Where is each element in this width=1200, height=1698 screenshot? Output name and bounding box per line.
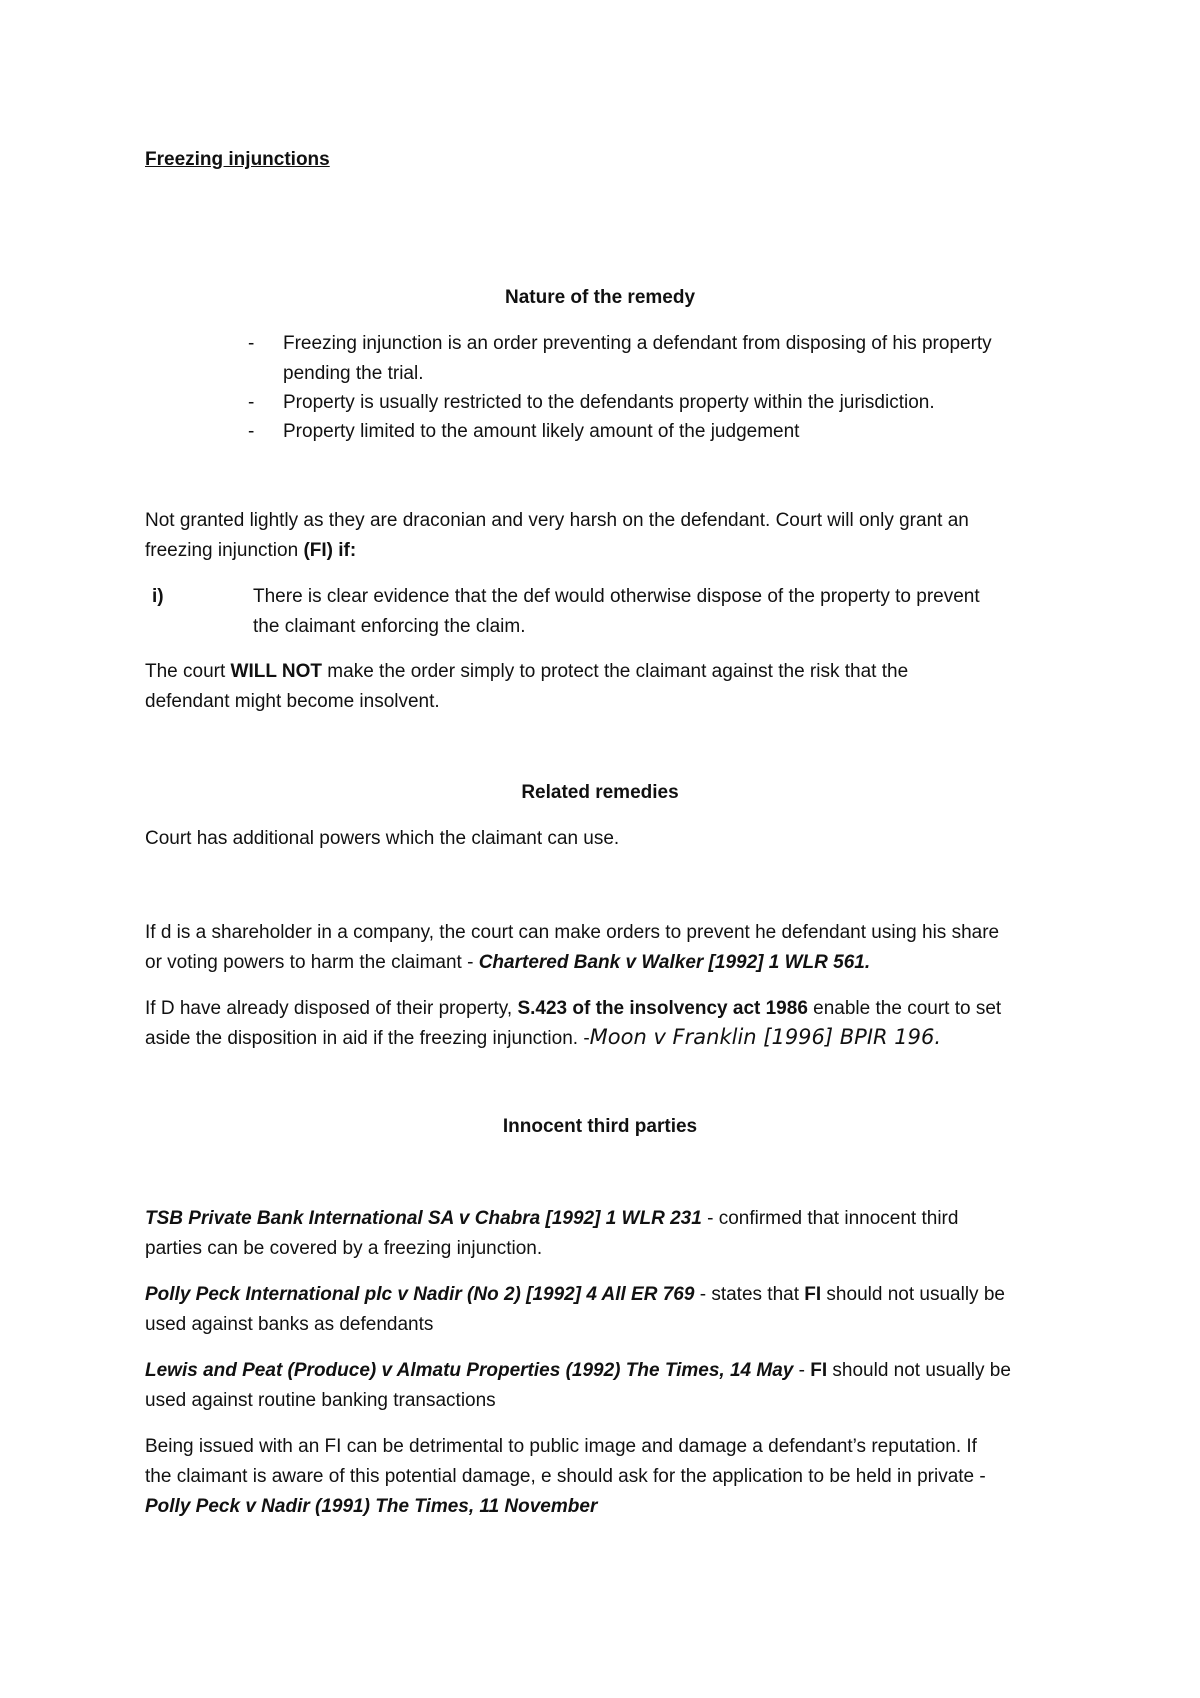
bullet-item: Property is usually restricted to the defendants property within the jurisdiction. [283, 392, 935, 413]
paragraph-text: make the order simply to protect the claimant against the risk that the [322, 661, 909, 682]
paragraph-text: - confirmed that innocent third [701, 1208, 959, 1229]
fi-condition-label: (FI) if: [303, 540, 357, 561]
bullet-item: Property limited to the amount likely amount of the judgement [283, 421, 800, 442]
roman-list-item: There is clear evidence that the def would otherwise dispose of the property to prevent [253, 586, 980, 607]
paragraph-line [145, 996, 1001, 1022]
paragraph-text: If D have already disposed of their property, [145, 998, 518, 1019]
paragraph-line [145, 1206, 958, 1232]
fi-abbreviation: FI [804, 1284, 822, 1305]
paragraph-line: If d is a shareholder in a company, the court can make orders to prevent he defendant using his share [145, 922, 1000, 943]
case-citation: Chartered Bank v Walker [1992] 1 WLR 561. [478, 952, 871, 973]
case-citation: Polly Peck International plc v Nadir (No 2) [1992] 4 All ER 769 [145, 1284, 695, 1305]
paragraph-line: defendant might become insolvent. [145, 691, 440, 712]
paragraph-text: or voting powers to harm the claimant - [145, 952, 479, 973]
case-citation: Lewis and Peat (Produce) v Almatu Properties (1992) The Times, 14 May [145, 1360, 794, 1381]
paragraph-line: Being issued with an FI can be detrimental to public image and damage a defendant’s reputation. If [145, 1436, 977, 1457]
paragraph-line: Not granted lightly as they are draconian and very harsh on the defendant. Court will only grant an [145, 510, 969, 531]
statute-reference: S.423 of the insolvency act 1986 [517, 998, 808, 1019]
paragraph-line: parties can be covered by a freezing injunction. [145, 1238, 543, 1259]
paragraph-text: The court [145, 661, 231, 682]
roman-list-item-continuation: the claimant enforcing the claim. [253, 616, 526, 637]
paragraph-line [145, 1024, 941, 1052]
paragraph-line: used against banks as defendants [145, 1314, 434, 1335]
paragraph-line [145, 950, 870, 976]
section-heading-third-parties: Innocent third parties [502, 1116, 698, 1137]
paragraph-line: the claimant is aware of this potential damage, e should ask for the application to be held in private - [145, 1466, 986, 1487]
bullet-dash: - [248, 392, 255, 413]
emphasis-text: WILL NOT [230, 661, 323, 682]
paragraph-text: enable the court to set [807, 998, 1002, 1019]
bullet-dash: - [248, 421, 255, 442]
section-heading-nature: Nature of the remedy [504, 287, 696, 308]
roman-list-marker: i) [152, 586, 164, 607]
paragraph-text: should not usually be [821, 1284, 1005, 1305]
paragraph-line: used against routine banking transactions [145, 1390, 496, 1411]
paragraph-line [145, 1358, 1011, 1384]
paragraph-line [145, 538, 356, 564]
paragraph-text: aside the disposition in aid if the freezing injunction. - [145, 1028, 590, 1049]
paragraph-line: Court has additional powers which the claimant can use. [145, 828, 620, 849]
paragraph-line [145, 1282, 1005, 1308]
bullet-item: Freezing injunction is an order preventing a defendant from disposing of his property [283, 333, 992, 354]
document-title: Freezing injunctions [145, 149, 330, 170]
paragraph-text: - [793, 1360, 811, 1381]
bullet-item-continuation: pending the trial. [283, 363, 424, 384]
paragraph-line [145, 659, 908, 685]
bullet-dash: - [248, 333, 255, 354]
paragraph-text: should not usually be [827, 1360, 1011, 1381]
case-citation: Polly Peck v Nadir (1991) The Times, 11 November [145, 1496, 598, 1517]
paragraph-text: - states that [694, 1284, 805, 1305]
case-citation: TSB Private Bank International SA v Chabra [1992] 1 WLR 231 [145, 1208, 702, 1229]
paragraph-text: freezing injunction [145, 540, 304, 561]
section-heading-related: Related remedies [521, 782, 679, 803]
fi-abbreviation: FI [810, 1360, 828, 1381]
case-citation: Moon v Franklin [1996] BPIR 196. [589, 1025, 942, 1049]
